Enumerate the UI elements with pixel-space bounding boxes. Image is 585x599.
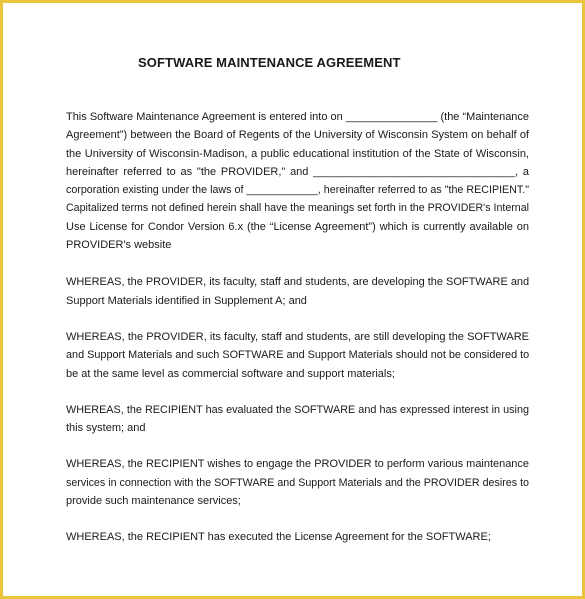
paragraph-line: WHEREAS, the RECIPIENT has executed the License Agreement for the SOFTWARE; [66, 531, 491, 544]
paragraph-line: PROVIDER's website [66, 239, 172, 252]
intro-paragraph [66, 108, 529, 254]
whereas-paragraph-3 [66, 401, 529, 438]
paragraph-line: Capitalized terms not defined herein shall have the meanings set forth in the PROVIDER's Internal [66, 202, 529, 215]
paragraph-line: WHEREAS, the RECIPIENT has evaluated the SOFTWARE and has expressed interest in using [66, 403, 529, 416]
whereas-paragraph-4 [66, 455, 529, 510]
paragraph-line: WHEREAS, the PROVIDER, its faculty, staff and students, are developing the SOFTWARE and [66, 276, 530, 289]
whereas-paragraph-5 [66, 528, 529, 546]
paragraph-line: This Software Maintenance Agreement is entered into on _______________ (the “Maintenance [66, 111, 529, 123]
whereas-paragraph-1 [66, 273, 529, 310]
paragraph-line: be at the same level as commercial software and support materials; [66, 367, 395, 380]
document-title: SOFTWARE MAINTENANCE AGREEMENT [138, 55, 401, 70]
paragraph-line: corporation existing under the laws of ____________, hereinafter referred to as "the RECIPIENT." [66, 184, 529, 197]
paragraph-line: services in connection with the SOFTWARE and Support Materials and the PROVIDER desires to [66, 476, 529, 489]
paragraph-line: Use License for Condor Version 6.x (the “License Agreement”) which is currently available on [66, 220, 529, 233]
paragraph-line: Support Materials identified in Supplement A; and [66, 294, 307, 307]
paragraph-line: hereinafter referred to as "the PROVIDER," and _________________________________, a [66, 165, 529, 178]
whereas-paragraph-2 [66, 328, 529, 383]
paragraph-line: the University of Wisconsin-Madison, a public educational institution of the State of Wisconsin, [66, 147, 529, 160]
paragraph-line: Agreement”) between the Board of Regents of the University of Wisconsin System on behalf of [66, 129, 529, 142]
paragraph-line: WHEREAS, the PROVIDER, its faculty, staff and students, are still developing the SOFTWARE [66, 330, 529, 343]
paragraph-line: and Support Materials and such SOFTWARE and Support Materials should not be considered to [66, 349, 530, 362]
paragraph-line: WHEREAS, the RECIPIENT wishes to engage the PROVIDER to perform various maintenance [66, 458, 529, 471]
document-page [66, 55, 529, 565]
paragraph-line: this system; and [66, 422, 146, 435]
paragraph-line: provide such maintenance services; [66, 495, 241, 508]
